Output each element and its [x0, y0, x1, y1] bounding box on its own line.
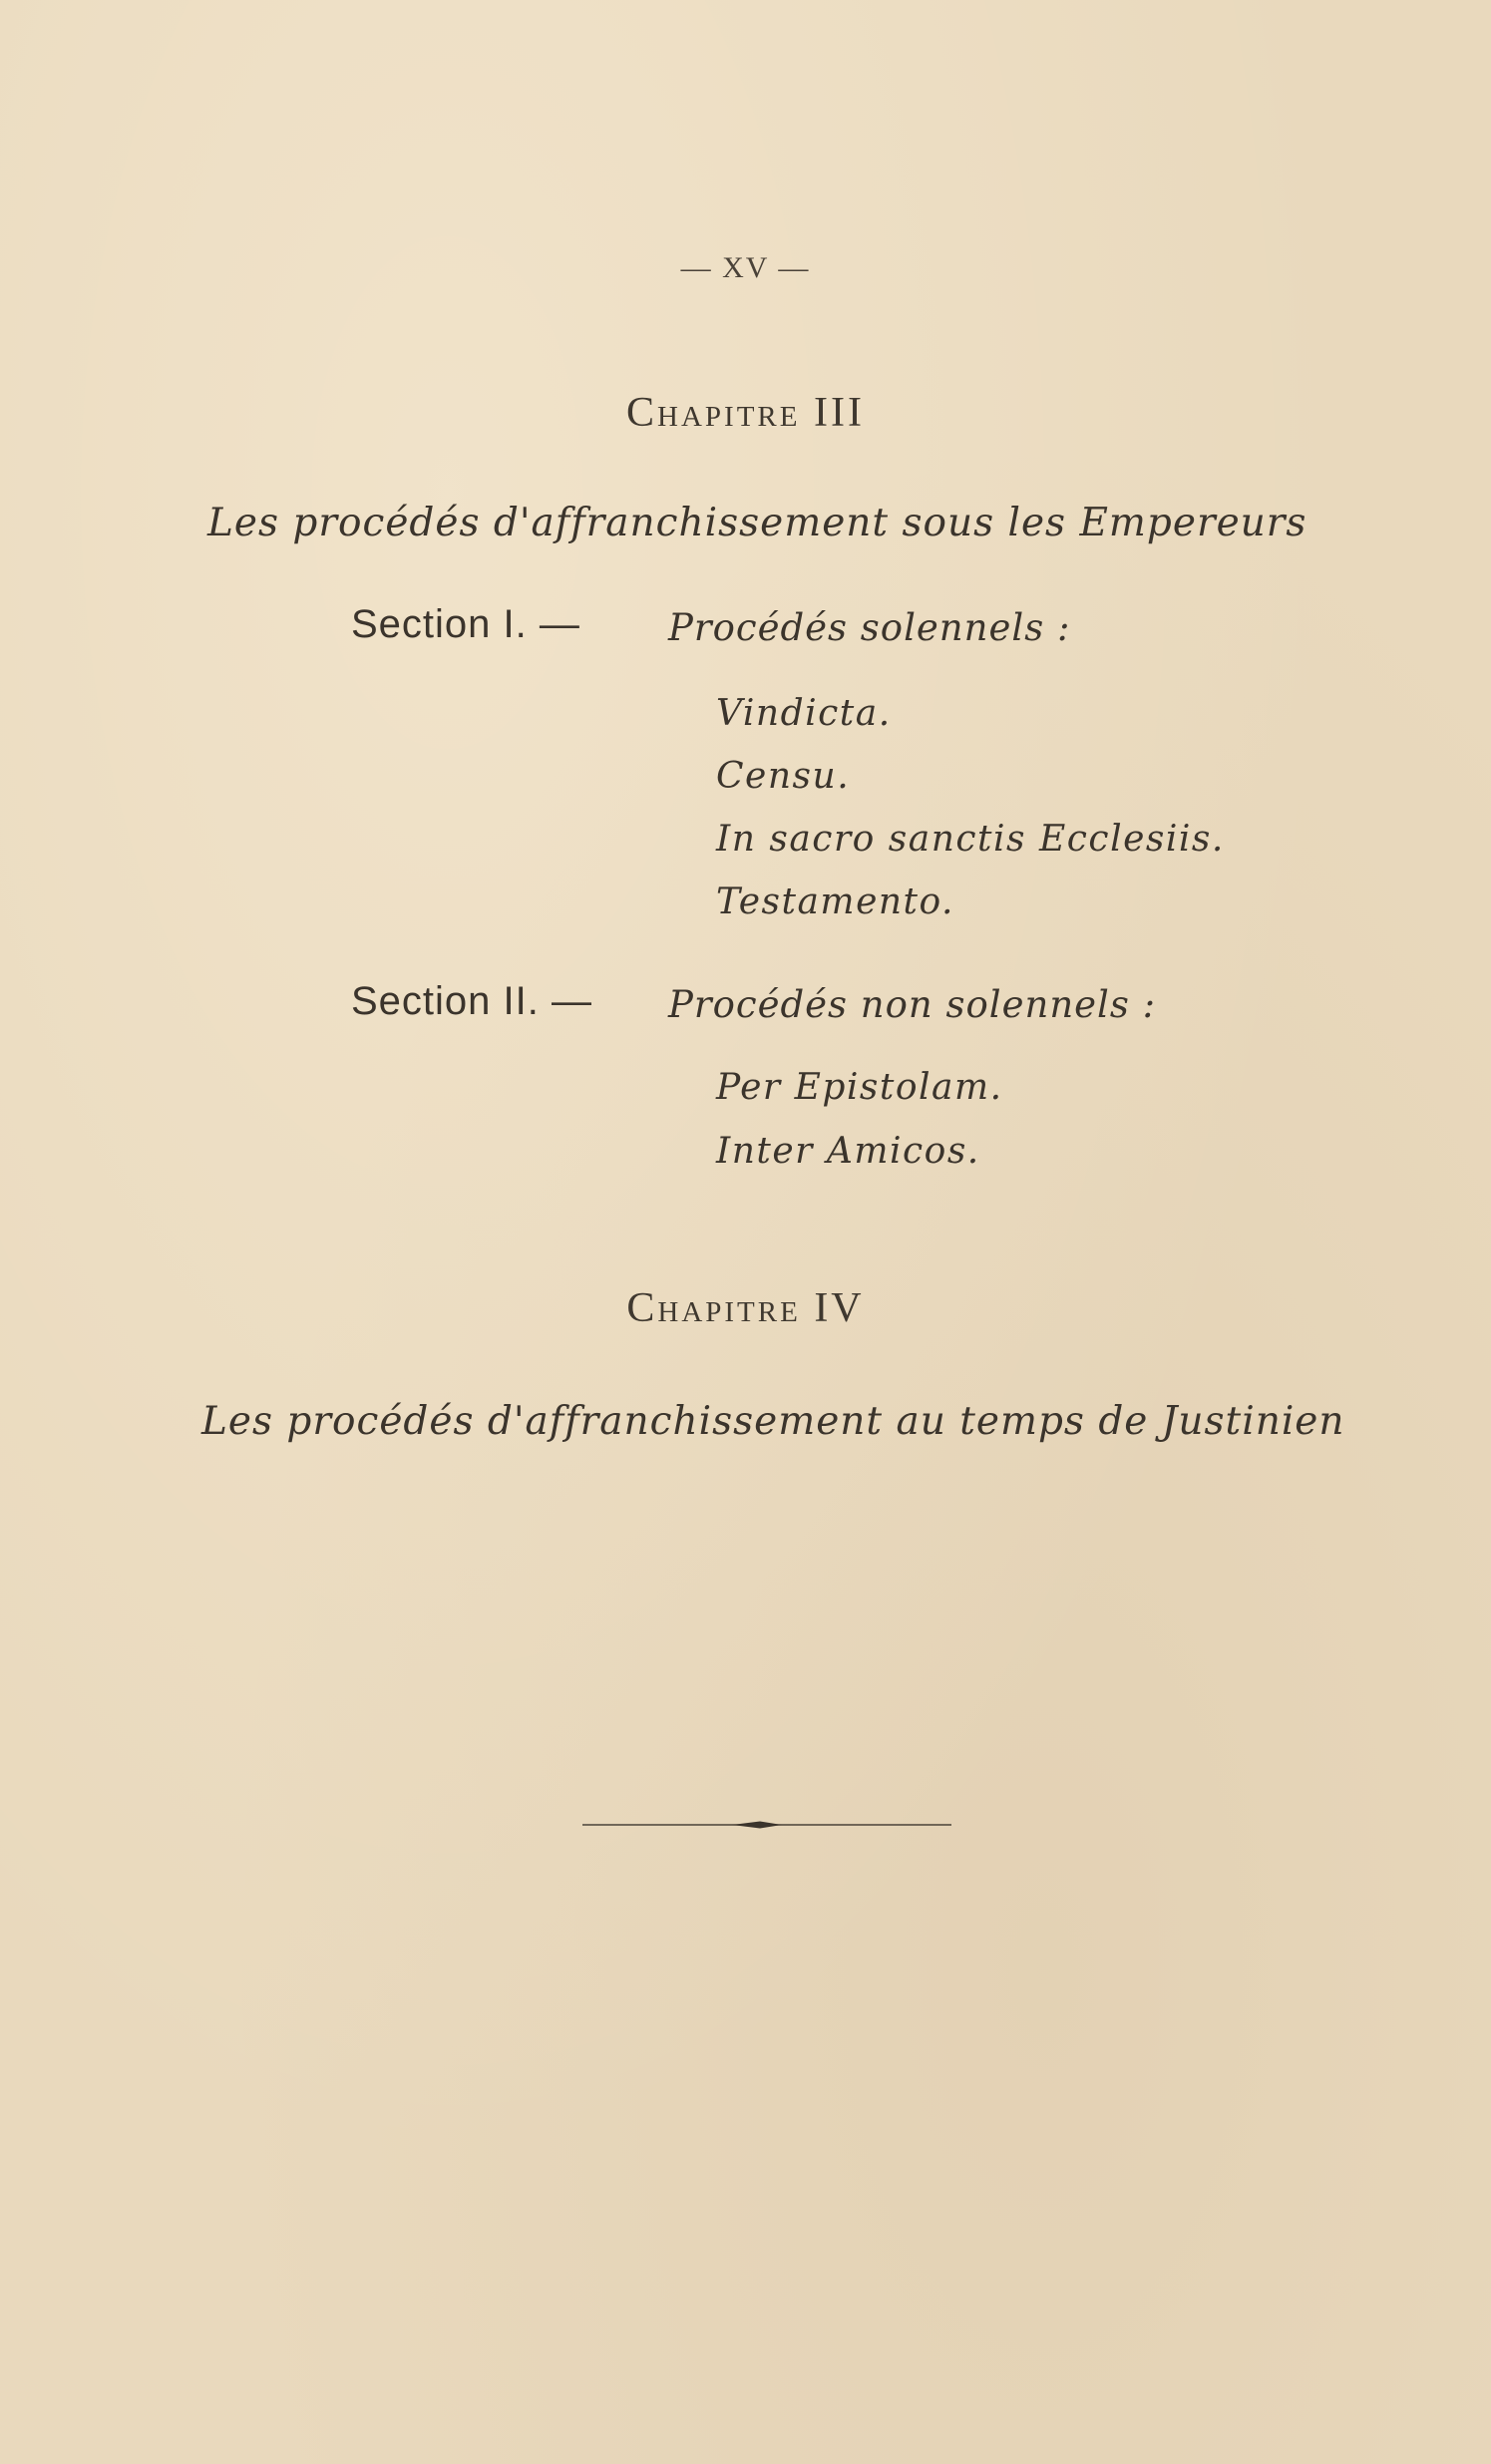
section-1-item: In sacro sanctis Ecclesiis. [716, 819, 1225, 860]
chapter-iv-heading: Les procédés d'affranchissement au temps de Justinien [201, 1399, 1345, 1444]
section-2-label: Section II. — [351, 979, 592, 1023]
section-1-label: Section I. — [351, 602, 580, 646]
section-2-title: Procédés non solennels : [668, 983, 1157, 1026]
section-1-item: Censu. [716, 756, 851, 797]
chapter-iii-heading: Les procédés d'affranchissement sous les Empereurs [207, 501, 1307, 545]
section-1-item: Testamento. [716, 881, 955, 922]
rule-with-lozenge-icon [582, 1815, 951, 1835]
section-1-title: Procédés solennels : [668, 606, 1071, 649]
chapter-iii-label: Chapitre III [626, 390, 865, 436]
section-1-item: Vindicta. [716, 693, 892, 734]
section-2-item: Inter Amicos. [716, 1131, 980, 1172]
chapter-iv-label: Chapitre IV [626, 1285, 865, 1331]
section-2-item: Per Epistolam. [716, 1067, 1003, 1108]
page-folio: — XV — [680, 251, 811, 284]
